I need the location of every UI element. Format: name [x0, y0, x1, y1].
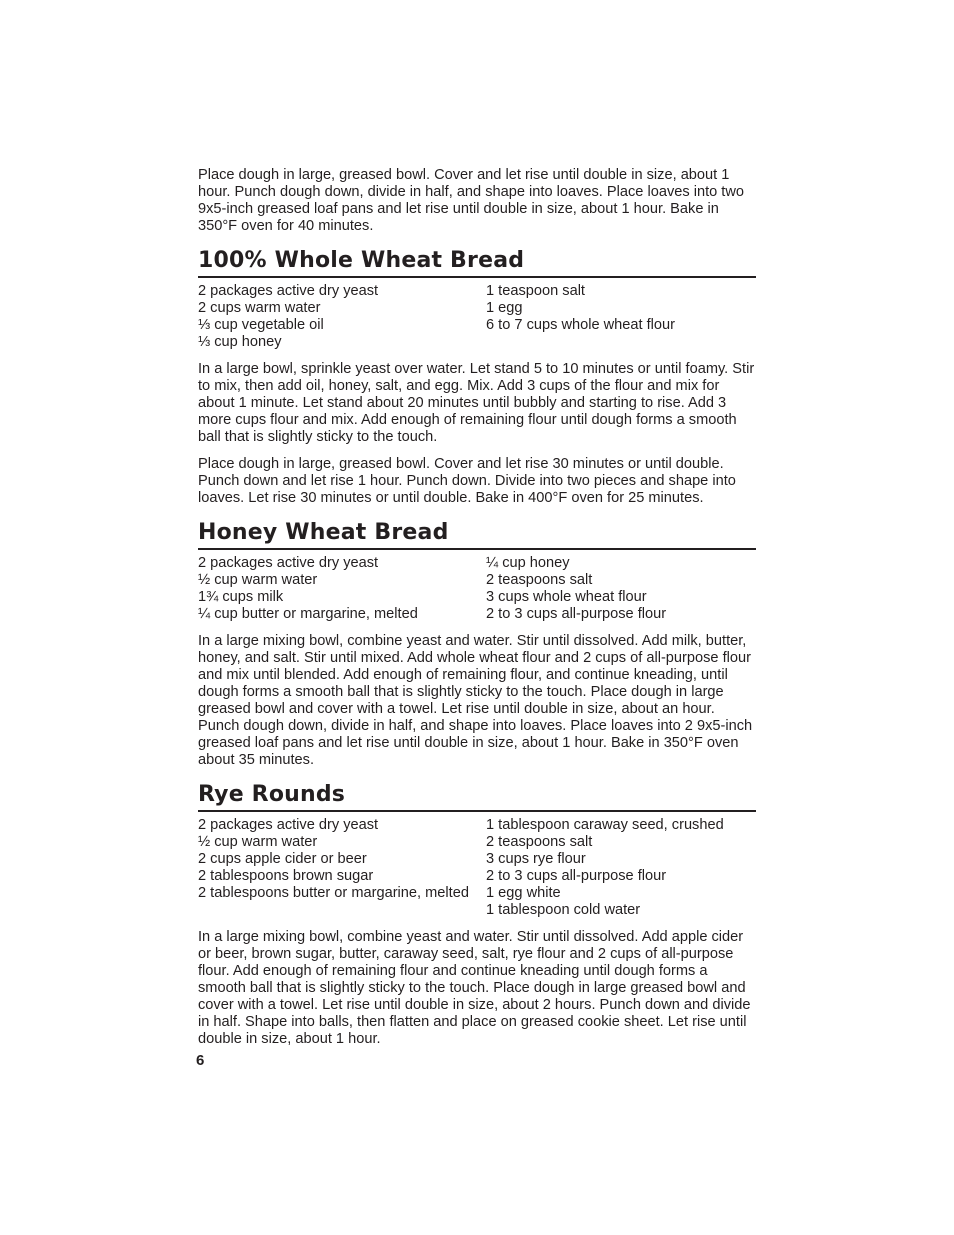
ingredient-item: 1¾ cups milk [198, 589, 284, 605]
ingredient-item: 2 packages active dry yeast [198, 283, 379, 299]
ingredients-list [198, 817, 756, 919]
ingredient-item: 2 tablespoons butter or margarine, melted [198, 885, 469, 901]
page-content [198, 167, 756, 1048]
ingredients-column-left [198, 817, 486, 919]
ingredient-item: 2 cups apple cider or beer [198, 851, 367, 867]
ingredient-item: ¼ cup butter or margarine, melted [198, 606, 418, 622]
recipe-title: Honey Wheat Bread [198, 521, 756, 550]
ingredients-column-right [486, 283, 756, 351]
ingredient-item: 2 teaspoons salt [486, 834, 593, 850]
ingredient-item: ⅓ cup vegetable oil [198, 317, 324, 333]
ingredient-item: 2 tablespoons brown sugar [198, 868, 374, 884]
recipe-title: Rye Rounds [198, 783, 756, 812]
ingredient-item: ½ cup warm water [198, 834, 318, 850]
instruction-paragraph: In a large mixing bowl, combine yeast and water. Stir until dissolved. Add milk, butter, honey, and salt. Stir until mixed. Add whole wheat flour and 2 cups of all-purpose flour and mix until blended. Add enough of remaining flour, and continue kneading, until dough forms a smooth ball that is slightly sticky to the touch. Place dough in large greased bowl and cover with a towel. Let rise until double in size, about an hour. Punch dough down, divide in half, and shape into loaves. Place loaves into 2 9x5-inch greased loaf pans and let rise until double in size, about 1 hour. Bake in 350°F oven about 35 minutes. [198, 633, 753, 768]
ingredient-item: 2 to 3 cups all-purpose flour [486, 868, 667, 884]
ingredients-list [198, 283, 756, 351]
intro-paragraph: Place dough in large, greased bowl. Cover and let rise until double in size, about 1 hour. Punch dough down, divide in half, and shape into loaves. Place loaves into two 9x5-inch greased loaf pans and let rise until double in size, about 1 hour. Bake in 350°F oven for 40 minutes. [198, 167, 745, 234]
ingredient-item: 1 tablespoon cold water [486, 902, 641, 918]
page-number: 6 [196, 1052, 205, 1069]
ingredients-column-left [198, 555, 486, 623]
instruction-paragraph: In a large mixing bowl, combine yeast and water. Stir until dissolved. Add apple cider or beer, brown sugar, butter, caraway seed, salt, rye flour and 2 cups of all-purpose flour. Add enough of remaining flour and continue kneading until dough forms a smooth ball that is slightly sticky to the touch. Place dough in large greased bowl and cover with a towel. Let rise until double in size, about 2 hours. Punch down and divide in half. Shape into balls, then flatten and place on greased cookie sheet. Let rise until double in size, about 1 hour. [198, 929, 751, 1047]
ingredient-item: 6 to 7 cups whole wheat flour [486, 317, 676, 333]
ingredient-item: 2 packages active dry yeast [198, 555, 379, 571]
ingredients-column-left [198, 283, 486, 351]
recipe-honey-wheat-bread [198, 521, 756, 769]
instruction-paragraph: Place dough in large, greased bowl. Cover and let rise 30 minutes or until double. Punch down and let rise 1 hour. Punch down. Divide into two pieces and shape into loaves. Let rise 30 minutes or until double. Bake in 400°F oven for 25 minutes. [198, 456, 736, 506]
ingredient-item: 2 cups warm water [198, 300, 321, 316]
ingredient-item: 2 to 3 cups all-purpose flour [486, 606, 667, 622]
ingredient-item: 1 teaspoon salt [486, 283, 585, 299]
recipe-rye-rounds [198, 783, 756, 1048]
ingredient-item: ¼ cup honey [486, 555, 570, 571]
recipe-title: 100% Whole Wheat Bread [198, 249, 756, 278]
ingredients-column-right [486, 555, 756, 623]
ingredient-item: ⅓ cup honey [198, 334, 282, 350]
ingredient-item: 3 cups whole wheat flour [486, 589, 647, 605]
ingredients-column-right [486, 817, 756, 919]
ingredient-item: 1 egg white [486, 885, 561, 901]
ingredients-list [198, 555, 756, 623]
instruction-paragraph: In a large bowl, sprinkle yeast over water. Let stand 5 to 10 minutes or until foamy. Stir to mix, then add oil, honey, salt, and egg. Mix. Add 3 cups of the flour and mix for about 1 minute. Let stand about 20 minutes until bubbly and starting to rise. Add 3 more cups flour and mix. Add enough of remaining flour until dough forms a smooth ball that is slightly sticky to the touch. [198, 361, 755, 445]
recipe-whole-wheat-bread [198, 249, 756, 507]
ingredient-item: 2 packages active dry yeast [198, 817, 379, 833]
ingredient-item: 1 tablespoon caraway seed, crushed [486, 817, 724, 833]
ingredient-item: ½ cup warm water [198, 572, 318, 588]
ingredient-item: 2 teaspoons salt [486, 572, 593, 588]
ingredient-item: 1 egg [486, 300, 523, 316]
ingredient-item: 3 cups rye flour [486, 851, 586, 867]
